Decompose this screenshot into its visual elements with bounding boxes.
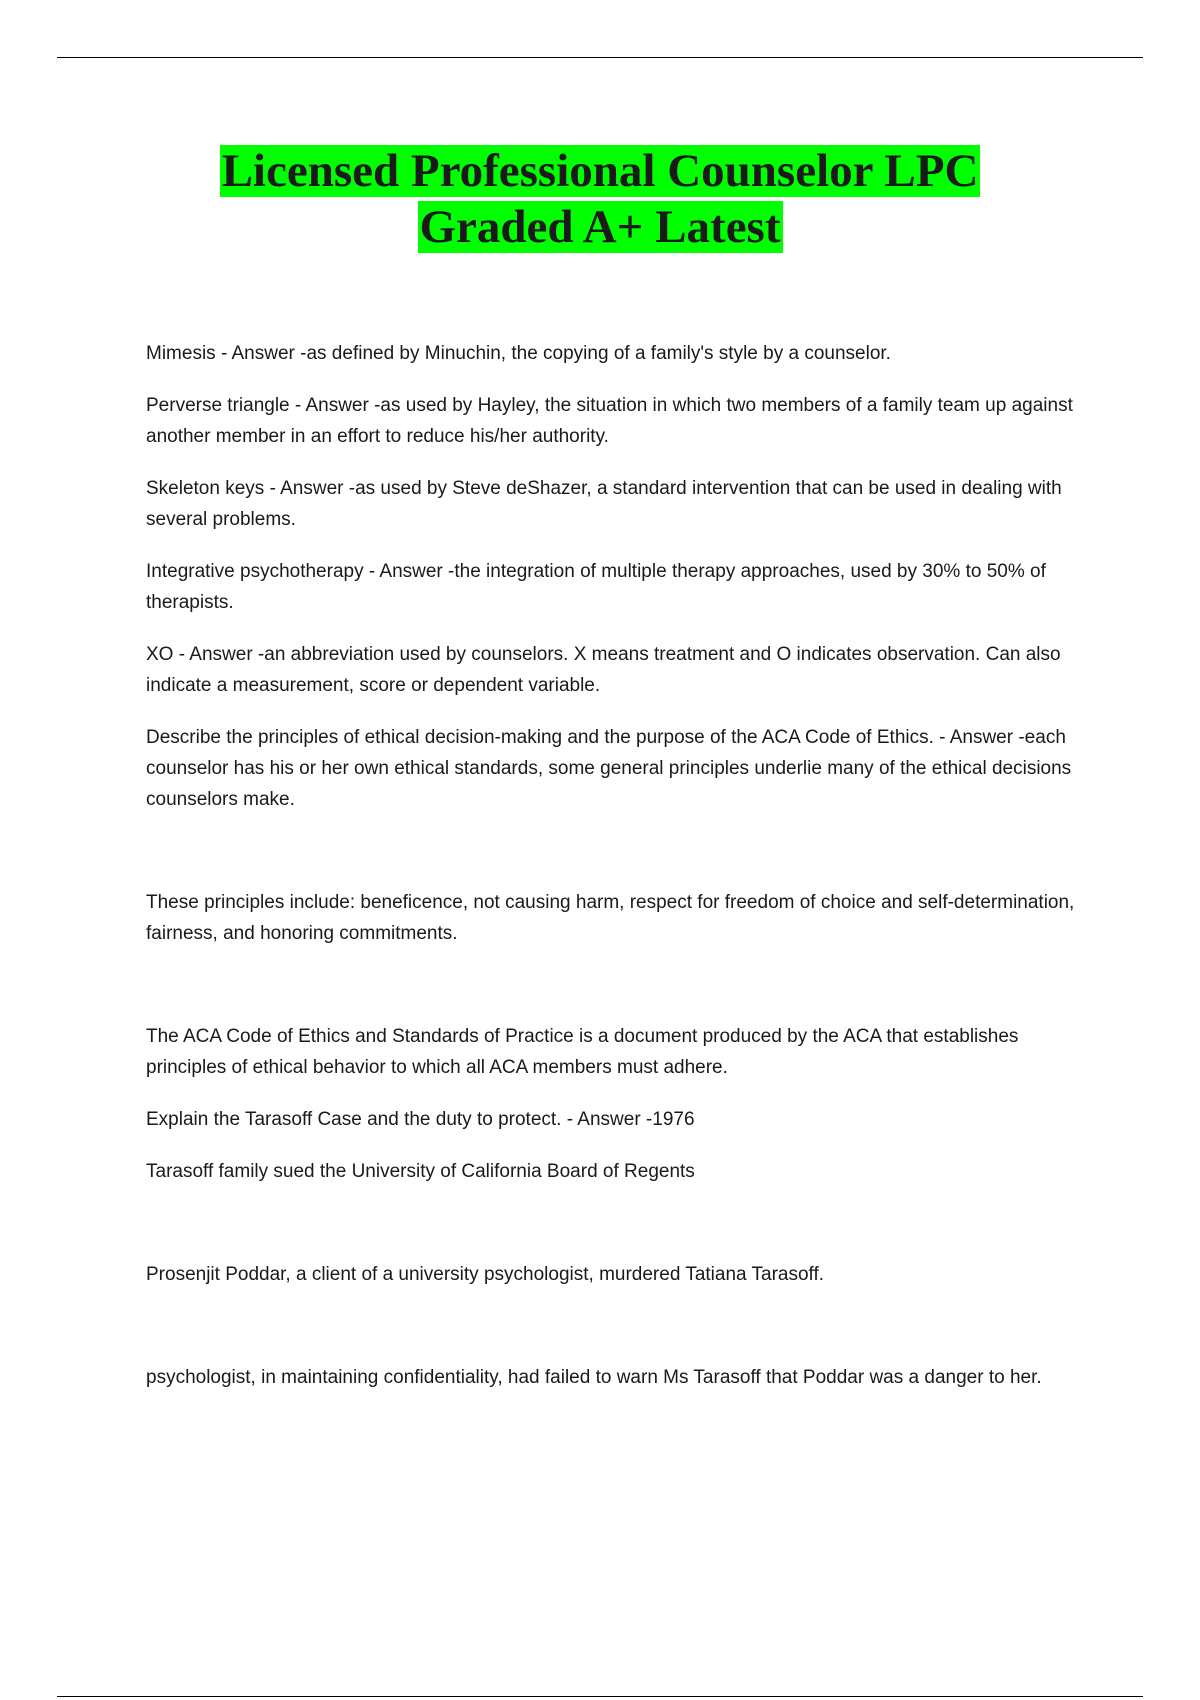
paragraph-integrative-psychotherapy: Integrative psychotherapy - Answer -the integration of multiple therapy approaches, used by 30% to 50% of therapists. <box>146 561 1046 613</box>
paragraph-skeleton-keys: Skeleton keys - Answer -as used by Steve deShazer, a standard intervention that can be used in dealing with several problems. <box>146 478 1062 530</box>
paragraph-poddar: Prosenjit Poddar, a client of a university psychologist, murdered Tatiana Tarasoff. <box>146 1264 825 1285</box>
document-body <box>146 338 1092 1414</box>
paragraph-xo: XO - Answer -an abbreviation used by counselors. X means treatment and O indicates observation. Can also indicate a measurement, score or dependent variable. <box>146 644 1061 696</box>
paragraph-principles: These principles include: beneficence, not causing harm, respect for freedom of choice and self-determination, fairness, and honoring commitments. <box>146 892 1075 944</box>
paragraph-ethical-decision-making: Describe the principles of ethical decision-making and the purpose of the ACA Code of Ethics. - Answer -each counselor has his or her own ethical standards, some general principles underlie many of the ethical decisions counselors make. <box>146 727 1072 810</box>
top-rule <box>57 57 1143 58</box>
paragraph-mimesis: Mimesis - Answer -as defined by Minuchin, the copying of a family's style by a counselor. <box>146 343 891 364</box>
bottom-rule <box>57 1696 1143 1697</box>
paragraph-tarasoff-question: Explain the Tarasoff Case and the duty to protect. - Answer -1976 <box>146 1109 695 1130</box>
paragraph-perverse-triangle: Perverse triangle - Answer -as used by Hayley, the situation in which two members of a family team up against another member in an effort to reduce his/her authority. <box>146 395 1073 447</box>
document-title <box>0 143 1200 255</box>
paragraph-confidentiality: psychologist, in maintaining confidentiality, had failed to warn Ms Tarasoff that Poddar was a danger to her. <box>146 1367 1042 1388</box>
paragraph-aca-code: The ACA Code of Ethics and Standards of Practice is a document produced by the ACA that establishes principles of ethical behavior to which all ACA members must adhere. <box>146 1026 1019 1078</box>
title-line-2: Graded A+ Latest <box>419 201 781 253</box>
title-line-1: Licensed Professional Counselor LPC <box>221 145 979 197</box>
paragraph-tarasoff-lawsuit: Tarasoff family sued the University of California Board of Regents <box>146 1161 695 1182</box>
